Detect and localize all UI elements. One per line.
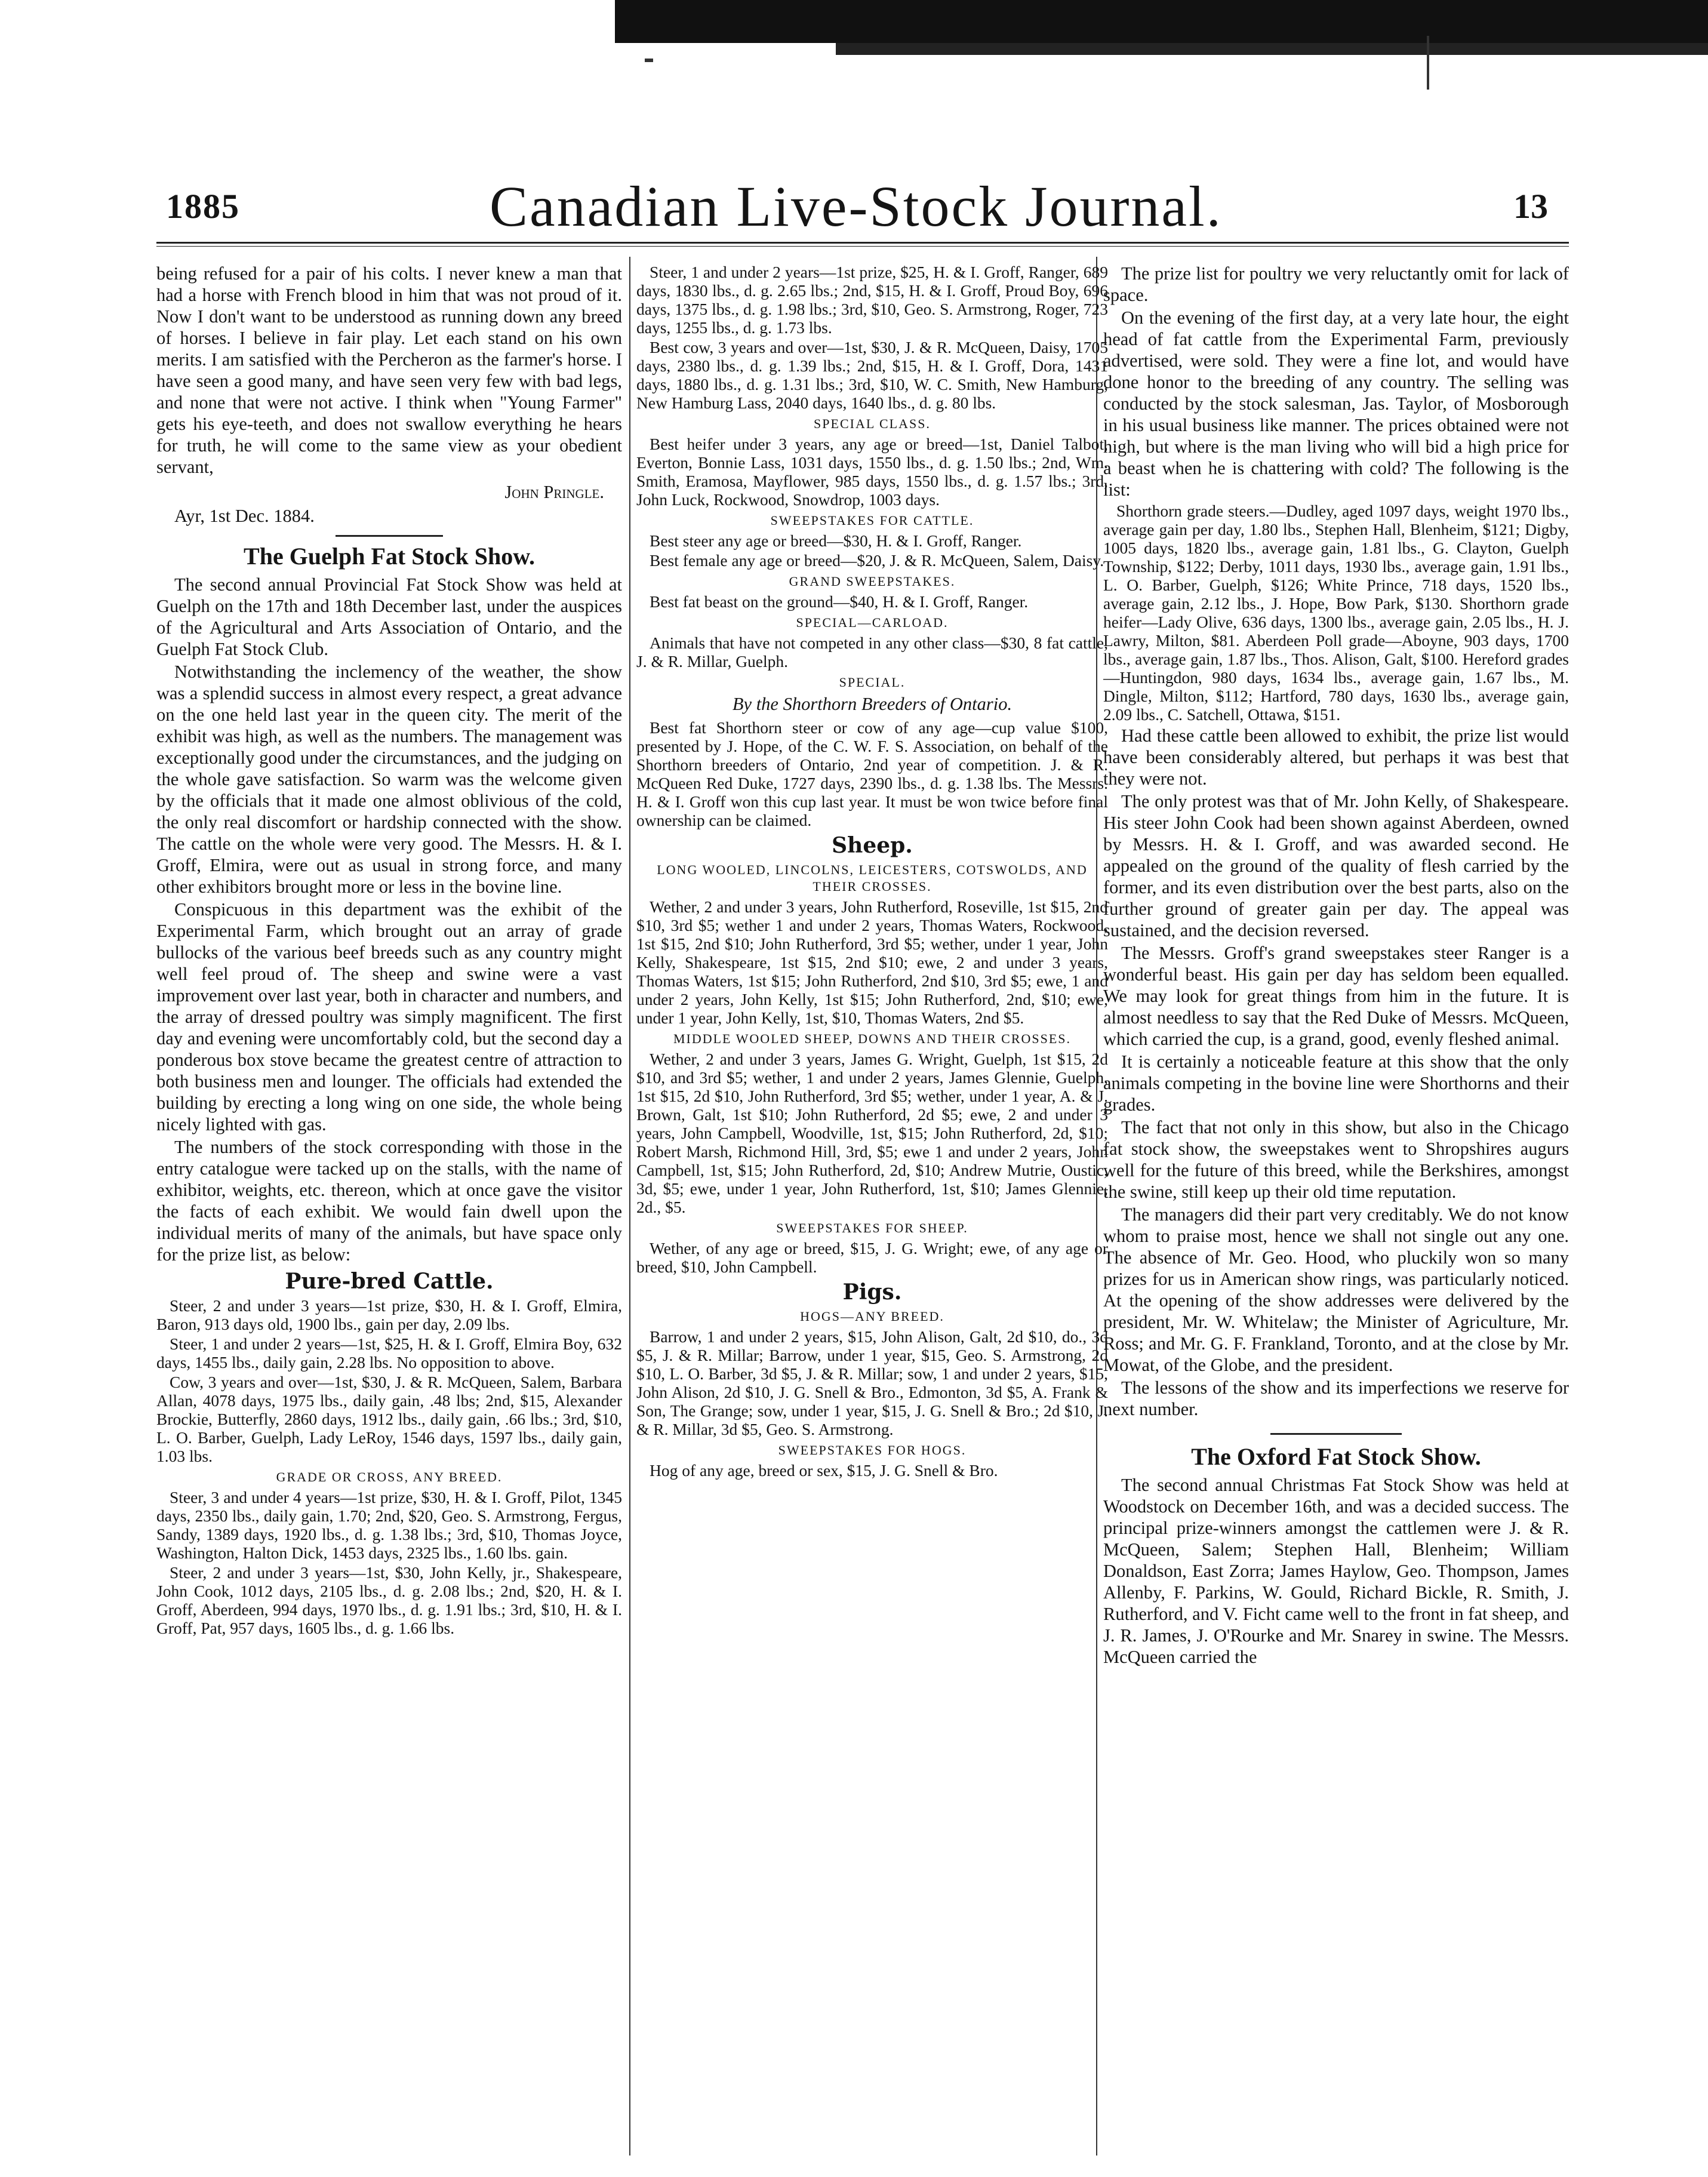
subheading-grade-or-cross: GRADE OR CROSS, ANY BREED. xyxy=(276,1469,503,1484)
subheading-sweepstakes-cattle: SWEEPSTAKES FOR CATTLE. xyxy=(770,513,974,528)
page-number: 13 xyxy=(1513,187,1548,226)
subheading-sweepstakes-sheep: SWEEPSTAKES FOR SHEEP. xyxy=(776,1220,968,1235)
letter-signature: John Pringle. xyxy=(504,482,604,502)
prize-entry: Wether, 2 and under 3 years, John Rutherford, Roseville, 1st $15, 2nd $10, 3rd $5; wether 1 and under 2 years, Thomas Waters, Rockwood, 1st $15, 2nd $10; John Rutherford, 3rd $5; wether, under 1 year, John Kelly, Shakespeare, 1st $15, 2nd $10; ewe, 2 and under 3 years, Thomas Waters, 1st $15; John Rutherford, 2nd $10, 3rd $5; ewe, 1 and under 2 years, John Kelly, 1st $15; John Rutherford, 2nd, $10; ewe, under 1 year, John Kelly, 1st, $10, Thomas Waters, 2nd $5. xyxy=(636,897,1108,1027)
paragraph: The second annual Provincial Fat Stock Show was held at Guelph on the 17th and 18th December last, under the auspices of the Agricultural and Arts Association of Ontario, and the Guelph Fat Stock Club. xyxy=(156,574,622,659)
prize-entry: Barrow, 1 and under 2 years, $15, John Alison, Galt, 2d $10, do., 3d $5, J. & R. Millar; Barrow, under 1 year, $15, Geo. S. Armstrong, 2d $10, L. O. Barber, 3d $5, J. & R. Millar; sow, 1 and under 2 years, $15, John Alison, 2d $10, J. G. Snell & Bro., Edmonton, 3d $5, A. Frank & Son, The Grange; sow, under 1 year, $15, J. G. Snell & Bro.; 2d $10, J. & R. Millar, 3d $5, Geo. S. Armstrong. xyxy=(636,1327,1108,1438)
paragraph: The fact that not only in this show, but also in the Chicago fat stock show, the sweepstakes went to Shropshires augurs well for the future of this breed, while the Berkshires, amongst the swine, still keep up their old time reputation. xyxy=(1103,1117,1569,1202)
prize-entry: Steer, 1 and under 2 years—1st, $25, H. & I. Groff, Elmira Boy, 632 days, 1455 lbs., daily gain, 2.28 lbs. No opposition to above. xyxy=(156,1335,622,1372)
sale-list: Shorthorn grade steers.—Dudley, aged 1097 days, weight 1970 lbs., average gain per day, 1.80 lbs., Stephen Hall, Blenheim, $121; Digby, 1005 days, 1820 lbs., average gain, 1.81 lbs., G. Clayton, Guelph Township, $122; Derby, 1011 days, 1930 lbs., average gain, 1.91 lbs., L. O. Barber, Guelph, $126; White Prince, 718 days, 1520 lbs., average gain, 2.12 lbs., J. Hope, Bow Park, $130. Shorthorn grade heifer—Lady Olive, 636 days, 1300 lbs., average gain, 2.05 lbs., H. J. Lawry, Milton, $81. Aberdeen Poll grade—Aboyne, 903 days, 1700 lbs., average gain, 1.87 lbs., Thos. Alison, Galt, $100. Hereford grades—Huntingdon, 980 days, 1634 lbs., average gain, 1.67 lbs., M. Dingle, Milton, $112; Hartford, 780 days, 1630 lbs., average gain, 2.09 lbs., C. Satchell, Ottawa, $151. xyxy=(1103,502,1569,724)
journal-title: Canadian Live-Stock Journal. xyxy=(490,174,1223,238)
subheading-special-class: SPECIAL CLASS. xyxy=(814,416,931,431)
section-divider xyxy=(1270,1433,1402,1435)
column-left xyxy=(156,263,622,2156)
prize-entry: Cow, 3 years and over—1st, $30, J. & R. McQueen, Salem, Barbara Allan, 4078 days, 1975 lbs., daily gain, .48 lbs; 2nd, $15, Alexander Brockie, Butterfly, 2860 days, 1912 lbs., daily gain, .66 lbs.; 3rd, $10, L. O. Barber, Guelph, Lady LeRoy, 1546 days, 1597 lbs., daily gain, 1.03 lbs. xyxy=(156,1373,622,1465)
prize-entry: Animals that have not competed in any other class—$30, 8 fat cattle, J. & R. Millar, Guelph. xyxy=(636,634,1108,671)
subheading-sweepstakes-hogs: SWEEPSTAKES FOR HOGS. xyxy=(778,1443,967,1458)
scan-mark xyxy=(1427,36,1429,90)
prize-entry: Best fat Shorthorn steer or cow of any age—cup value $100, presented by J. Hope, of the C. W. F. S. Association, on behalf of the Shorthorn breeders of Ontario, 2nd year of competition. J. & R. McQueen Red Duke, 1727 days, 2390 lbs., d. g. 1.38 lbs. The Messrs. H. & I. Groff won this cup last year. It must be won twice before final ownership can be claimed. xyxy=(636,718,1108,829)
prize-entry: Best steer any age or breed—$30, H. & I. Groff, Ranger. xyxy=(650,531,1022,550)
paragraph: The numbers of the stock corresponding with those in the entry catalogue were tacked up on the stalls, with the name of exhibitor, weights, etc. thereon, which at once gave the visitor the facts of each exhibit. We would fain dwell upon the individual merits of many of the animals, but have space only for the prize list, as below: xyxy=(156,1137,622,1265)
article-heading-oxford: The Oxford Fat Stock Show. xyxy=(1191,1443,1481,1470)
prize-entry: Best heifer under 3 years, any age or breed—1st, Daniel Talbot, Everton, Bonnie Lass, 1031 days, 1550 lbs., d. g. 1.50 lbs.; 2nd, Wm. Smith, Eramosa, Mayflower, 985 days, 1550 lbs., d. g. 1.57 lbs.; 3rd, John Luck, Rockwood, Snowdrop, 1003 days. xyxy=(636,435,1108,509)
paragraph: Conspicuous in this department was the exhibit of the Experimental Farm, which brought out an array of grade bullocks of the various beef breeds such as any country might well feel proud of. The sheep and swine were a vast improvement over last year, both in character and numbers, and the array of dressed poultry was simply magnificent. The first day and evening were uncomfortably cold, but the second day a ponderous box stove became the greatest centre of attraction to both business men and lounger. The officials had extended the building by erecting a long wing on one side, the whole being nicely lighted with gas. xyxy=(156,899,622,1134)
section-divider xyxy=(336,535,443,537)
paragraph: It is certainly a noticeable feature at this show that the only animals competing in the bovine line were Shorthorns and their grades. xyxy=(1103,1051,1569,1115)
scan-speck xyxy=(645,59,653,62)
header-rule xyxy=(156,242,1569,244)
subheading-pure-bred-cattle: Pure-bred Cattle. xyxy=(285,1269,494,1294)
paragraph: The only protest was that of Mr. John Kelly, of Shakespeare. His steer John Cook had been shown against Aberdeen, owned by Messrs. H. & I. Groff, and was awarded second. He appealed on the ground of the quality of flesh carried by the former, and its even distribution over the best parts, also on the further ground of greater gain per day. The appeal was sustained, and the decision reversed. xyxy=(1103,791,1569,940)
subheading-middle-wooled: MIDDLE WOOLED SHEEP, DOWNS AND THEIR CROSSES. xyxy=(673,1031,1072,1046)
prize-entry: Steer, 2 and under 3 years—1st, $30, John Kelly, jr., Shakespeare, John Cook, 1012 days, 2105 lbs., d. g. 2.08 lbs.; 2nd, $20, H. & I. Groff, Aberdeen, 994 days, 1970 lbs., d. g. 1.91 lbs.; 3rd, $10, H. & I. Groff, Pat, 957 days, 1605 lbs., d. g. 1.66 lbs. xyxy=(156,1563,622,1637)
header-year: 1885 xyxy=(166,187,240,226)
subheading-grand-sweepstakes: GRAND SWEEPSTAKES. xyxy=(789,574,956,589)
column-separator xyxy=(629,257,630,2156)
subheading-long-wooled: LONG WOOLED, LINCOLNS, LEICESTERS, COTSWOLDS, AND THEIR CROSSES. xyxy=(657,862,1088,894)
column-middle xyxy=(636,263,1108,2156)
header-rule-thin xyxy=(156,246,1569,247)
letter-dateline: Ayr, 1st Dec. 1884. xyxy=(174,506,315,526)
paragraph: The managers did their part very creditably. We do not know whom to praise most, hence we shall not single out any one. The absence of Mr. Geo. Hood, who pluckily won so many prizes for us in American show rings, was particularly noticed. At the opening of the show addresses were delivered by the president, Mr. W. Whitelaw; the Minister of Agriculture, Mr. Ross; and Mr. G. F. Frankland, Toronto, and at the close by Mr. Mowat, of the Globe, and the president. xyxy=(1103,1204,1569,1375)
paragraph: The lessons of the show and its imperfections we reserve for next number. xyxy=(1103,1377,1569,1419)
subheading-special: SPECIAL. xyxy=(839,675,906,690)
subheading-special-carload: SPECIAL—CARLOAD. xyxy=(796,615,949,630)
scan-edge-bar-lower xyxy=(836,43,1708,55)
prize-entry: Wether, 2 and under 3 years, James G. Wright, Guelph, 1st $15, 2d $10, and 3rd $5; wether, 1 and under 2 years, James Glennie, Guelph, 1st $15, 2d $10, John Rutherford, 3rd $5; wether, under 1 year, A. & J. Brown, Galt, 1st $10; John Rutherford, 2d $5; ewe, 2 and under 3 years, John Campbell, Woodville, 1st, $15; John Rutherford, 2d, $10; Robert Marsh, Richmond Hill, 3rd, $5; ewe 1 and under 2 years, John Campbell, 1st, $15; John Rutherford, 2d, $10; Andrew Mutrie, Oustic, 3d, $5; ewe, under 1 year, John Rutherford, 1st, $10; James Glennie, 2d., $5. xyxy=(636,1050,1108,1216)
paragraph: The Messrs. Groff's grand sweepstakes steer Ranger is a wonderful beast. His gain per day has seldom been equalled. We may look for great things from him in the future. It is almost needless to say that the Red Duke of Messrs. McQueen, which carried the cup, is a grand, good, evenly fleshed animal. xyxy=(1103,943,1569,1049)
paragraph: Had these cattle been allowed to exhibit, the prize list would have been considerably altered, but perhaps it was best that they were not. xyxy=(1103,725,1569,789)
italic-byline: By the Shorthorn Breeders of Ontario. xyxy=(732,694,1013,714)
column-right xyxy=(1103,263,1569,2156)
paragraph: Notwithstanding the inclemency of the weather, the show was a splendid success in almost every respect, a great advance on the one held last year in the queen city. The merit of the exhibit was high, as well as the numbers. The management was exceptionally good under the circumstances, and the judging on the whole gave satisfaction. So warm was the welcome given by the officials that it made one almost oblivious of the cold, the only real discomfort or hardship connected with the show. The cattle on the whole were very good. The Messrs. H. & I. Groff, Elmira, were out as usual in strong force, and many other exhibitors brought more or less in the bovine line. xyxy=(156,662,622,897)
subheading-hogs-any-breed: HOGS—ANY BREED. xyxy=(800,1309,944,1324)
subheading-pigs: Pigs. xyxy=(842,1280,902,1305)
letter-continuation: being refused for a pair of his colts. I never knew a man that had a horse with French blood in him that was not proud of it. Now I don't want to be understood as running down any breed of horses. I believe in fair play. Let each stand on his own merits. I am satisfied with the Percheron as the farmer's horse. I have seen a good many, and have seen very few with bad legs, and none that were not active. I think when "Young Farmer" gets his eye-teeth, and does not swallow everything he hears for truth, he will come to the same view as your obedient servant, xyxy=(156,263,622,477)
paragraph: The prize list for poultry we very reluctantly omit for lack of space. xyxy=(1103,263,1569,305)
paragraph: On the evening of the first day, at a very late hour, the eight head of fat cattle from the Experimental Farm, previously advertised, were sold. They were a fine lot, and would have done honor to the breeding of any country. The selling was conducted by the stock salesman, Jas. Taylor, of Mosborough in his usual business like manner. The prices obtained were not high, but where is the man living who will bid a high price for a beast when he is chattering with cold? The following is the list: xyxy=(1103,308,1569,500)
prize-entry: Steer, 2 and under 3 years—1st prize, $30, H. & I. Groff, Elmira, Baron, 913 days old, 1900 lbs., gain per day, 2.09 lbs. xyxy=(156,1296,622,1333)
prize-entry: Wether, of any age or breed, $15, J. G. Wright; ewe, of any age or breed, $10, John Campbell. xyxy=(636,1239,1108,1276)
subheading-sheep: Sheep. xyxy=(832,833,913,858)
paragraph: The second annual Christmas Fat Stock Show was held at Woodstock on December 16th, and was a decided success. The principal prize-winners amongst the cattlemen were J. & R. McQueen, Salem; Stephen Hall, Blenheim; William Donaldson, East Zorra; James Haylow, Geo. Thompson, James Allenby, F. Parkins, W. Gould, Richard Bickle, R. Smith, J. Rutherford, and V. Ficht came well to the front in fat sheep, and J. R. James, J. O'Rourke and Mr. Snarey in swine. The Messrs. McQueen carried the xyxy=(1103,1475,1569,1667)
prize-entry: Steer, 3 and under 4 years—1st prize, $30, H. & I. Groff, Pilot, 1345 days, 2350 lbs., daily gain, 1.70; 2nd, $20, Geo. S. Armstrong, Fergus, Sandy, 1389 days, 1920 lbs., d. g. 1.38 lbs.; 3rd, $10, Thomas Joyce, Washington, Halton Dick, 1453 days, 2325 lbs., 1.60 lbs. gain. xyxy=(156,1488,622,1562)
prize-entry: Steer, 1 and under 2 years—1st prize, $25, H. & I. Groff, Ranger, 689 days, 1830 lbs., d. g. 2.65 lbs.; 2nd, $15, H. & I. Groff, Proud Boy, 696 days, 1375 lbs., d. g. 1.98 lbs.; 3rd, $10, Geo. S. Armstrong, Roger, 723 days, 1255 lbs., d. g. 1.73 lbs. xyxy=(636,263,1108,337)
prize-entry: Best female any age or breed—$20, J. & R. McQueen, Salem, Daisy. xyxy=(650,551,1104,570)
page-header xyxy=(0,173,1708,239)
prize-entry: Hog of any age, breed or sex, $15, J. G. Snell & Bro. xyxy=(650,1461,998,1480)
scan-edge-bar xyxy=(615,0,1708,43)
prize-entry: Best fat beast on the ground—$40, H. & I. Groff, Ranger. xyxy=(650,592,1029,611)
prize-entry: Best cow, 3 years and over—1st, $30, J. & R. McQueen, Daisy, 1705 days, 2380 lbs., d. g. 1.39 lbs.; 2nd, $15, H. & I. Groff, Dora, 1431 days, 1880 lbs., d. g. 1.31 lbs.; 3rd, $10, W. C. Smith, New Hamburg, New Hamburg Lass, 2040 days, 1640 lbs., d. g. 80 lbs. xyxy=(636,338,1108,412)
article-heading-guelph: The Guelph Fat Stock Show. xyxy=(244,543,535,570)
